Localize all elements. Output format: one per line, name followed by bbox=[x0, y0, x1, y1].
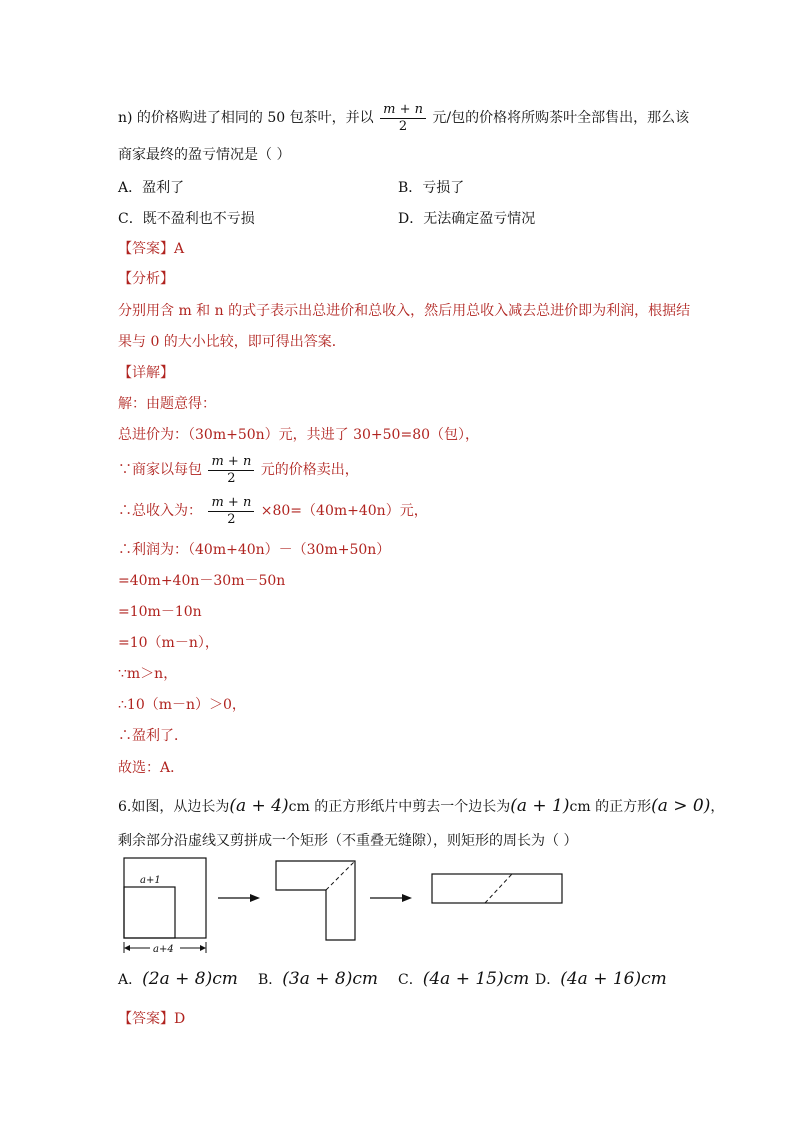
q6-text-4: ， bbox=[710, 799, 725, 815]
outer-square bbox=[124, 858, 206, 938]
q5-option-c: C．既不盈利也不亏损 bbox=[118, 211, 255, 227]
q6-option-d bbox=[535, 969, 667, 989]
q6-stem-line1 bbox=[118, 795, 724, 818]
q6-expr-2: (a + 1) bbox=[510, 796, 570, 816]
q6-option-c-letter: C． bbox=[398, 972, 423, 988]
q6-expr-3: (a > 0) bbox=[651, 796, 711, 816]
q6-stem-line2: 剩余部分沿虚线又剪拼成一个矩形（不重叠无缝隙），则矩形的周长为（ ） bbox=[118, 833, 578, 849]
q5-fraction bbox=[380, 102, 426, 135]
label-outer-side: a+4 bbox=[153, 944, 174, 955]
q5-analysis-title: 【分析】 bbox=[118, 271, 174, 287]
q5-detail-fraction-2-den: 2 bbox=[227, 511, 236, 527]
q6-option-a-letter: A． bbox=[118, 972, 143, 988]
q5-detail-fraction-1 bbox=[208, 454, 254, 487]
q5-option-a: A．盈利了 bbox=[118, 180, 185, 196]
q6-expr-1: (a + 4) bbox=[229, 796, 289, 816]
q5-stem-post: 元/包的价格将所购茶叶全部售出，那么该 bbox=[432, 110, 690, 126]
result-rectangle bbox=[432, 874, 562, 903]
q5-detail-line6: =40m+40n－30m－50n bbox=[118, 573, 286, 589]
q5-detail-fraction-2-num: m + n bbox=[208, 495, 254, 512]
q6-option-c bbox=[398, 969, 529, 989]
q5-detail-line2: 总进价为：（30m+50n）元，共进了 30+50=80（包）， bbox=[118, 427, 480, 443]
q5-option-b: B．亏损了 bbox=[398, 180, 465, 196]
q5-detail-line12: 故选：A． bbox=[118, 760, 185, 776]
q5-analysis-line2: 果与 0 的大小比较，即可得出答案． bbox=[118, 334, 346, 350]
q5-fraction-denominator: 2 bbox=[398, 118, 408, 134]
q6-number: 6. bbox=[118, 799, 132, 815]
q6-option-c-expr: (4a + 15)cm bbox=[422, 969, 530, 989]
q5-analysis-line1: 分别用含 m 和 n 的式子表示出总进价和总收入，然后用总收入减去总进价即为利润，根据结 bbox=[118, 303, 691, 319]
inner-square bbox=[124, 887, 175, 938]
q5-detail-line9: ∵m＞n， bbox=[118, 666, 178, 682]
q5-detail-line3 bbox=[118, 453, 359, 487]
q5-stem-line1 bbox=[118, 101, 689, 135]
rectangle-seam-line bbox=[485, 874, 512, 903]
q6-answer: 【答案】D bbox=[118, 1011, 186, 1027]
q6-text-2: cm 的正方形纸片中剪去一个边长为 bbox=[288, 799, 511, 815]
q5-detail-line4-post: ×80=（40m+40n）元， bbox=[260, 503, 428, 519]
q6-option-b-expr: (3a + 8)cm bbox=[282, 969, 379, 989]
q5-detail-fraction-1-num: m + n bbox=[208, 454, 254, 471]
q6-option-a-expr: (2a + 8)cm bbox=[142, 969, 238, 989]
q6-option-a bbox=[118, 969, 238, 989]
arrowhead-right bbox=[200, 945, 206, 951]
q5-stem-line2: 商家最终的盈亏情况是（ ） bbox=[118, 147, 291, 163]
q5-answer: 【答案】A bbox=[118, 241, 185, 257]
q6-text-1: 如图，从边长为 bbox=[131, 799, 230, 815]
q6-option-b bbox=[258, 969, 378, 989]
label-inner-side: a+1 bbox=[140, 875, 161, 886]
q6-diagram bbox=[118, 853, 578, 963]
q6-option-b-letter: B． bbox=[258, 972, 283, 988]
q5-detail-line5: ∴利润为：（40m+40n）－（30m+50n） bbox=[118, 542, 391, 558]
q5-detail-line3-pre: ∵商家以每包 bbox=[118, 462, 202, 478]
q5-detail-line8: =10（m－n）， bbox=[118, 635, 219, 651]
arrowhead-left bbox=[124, 945, 130, 951]
q5-detail-line4-pre: ∴总收入为： bbox=[118, 503, 202, 519]
q5-detail-line7: =10m－10n bbox=[118, 604, 202, 620]
q6-option-d-expr: (4a + 16)cm bbox=[560, 969, 667, 989]
q5-detail-fraction-1-den: 2 bbox=[227, 470, 236, 486]
q6-option-d-letter: D． bbox=[535, 972, 561, 988]
q5-detail-line11: ∴盈利了． bbox=[118, 728, 188, 744]
q5-detail-line3-post: 元的价格卖出， bbox=[260, 462, 359, 478]
q5-stem-pre: n) 的价格购进了相同的 50 包茶叶，并以 bbox=[118, 110, 374, 126]
l-shape-cut-line bbox=[326, 861, 355, 890]
q5-detail-line10: ∴10（m－n）＞0， bbox=[118, 697, 246, 713]
q5-detail-line4 bbox=[118, 494, 428, 528]
q5-fraction-numerator: m + n bbox=[380, 102, 426, 119]
q6-text-3: cm 的正方形 bbox=[569, 799, 652, 815]
q5-detail-title: 【详解】 bbox=[118, 365, 174, 381]
q5-detail-fraction-2 bbox=[208, 495, 254, 528]
flow-arrow-1-head bbox=[250, 894, 260, 902]
q5-detail-line1: 解：由题意得： bbox=[118, 396, 216, 412]
q5-option-d: D．无法确定盈亏情况 bbox=[398, 211, 536, 227]
flow-arrow-2-head bbox=[402, 894, 412, 902]
